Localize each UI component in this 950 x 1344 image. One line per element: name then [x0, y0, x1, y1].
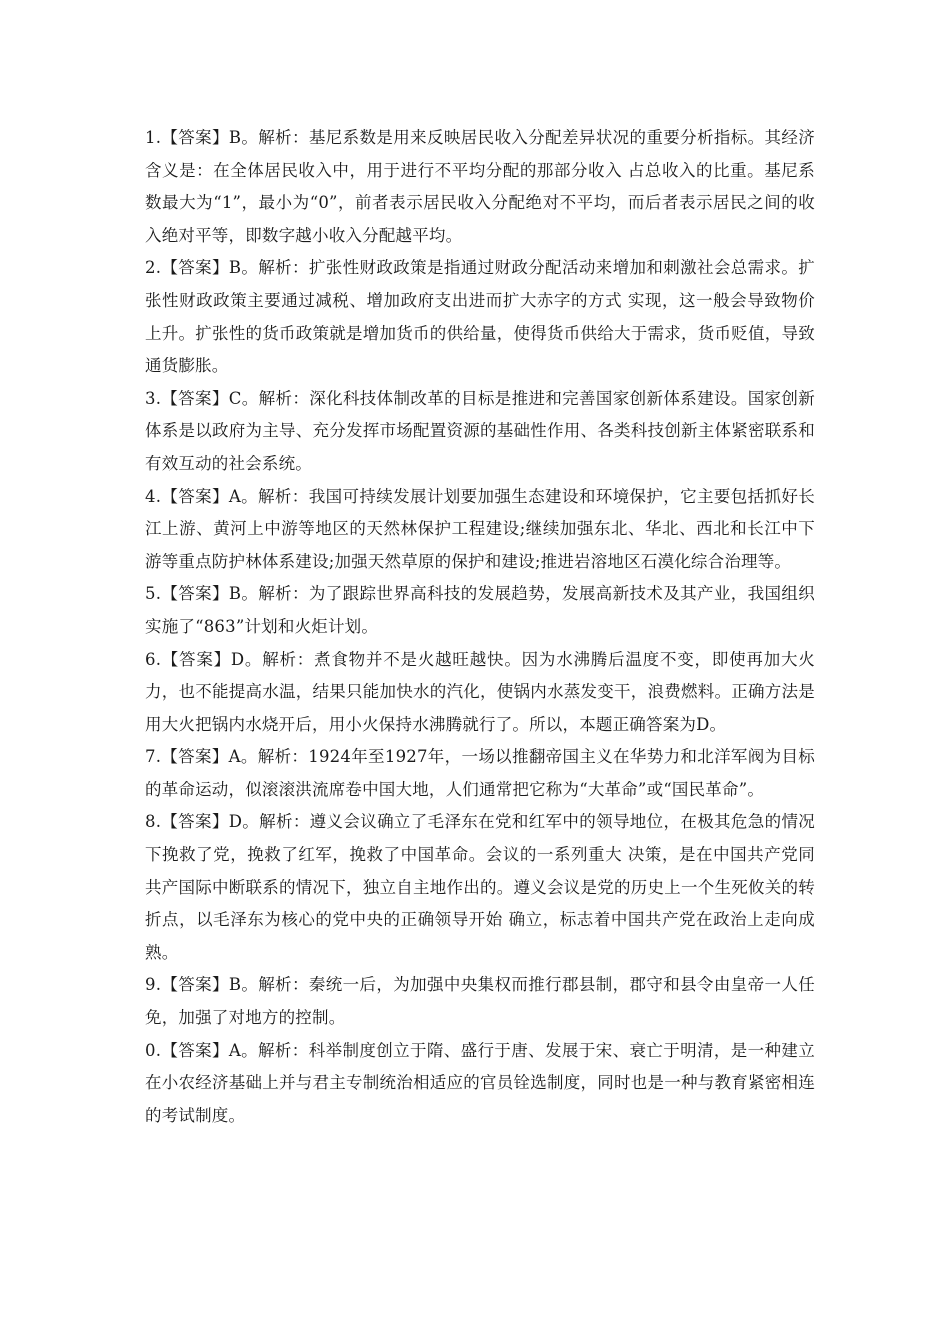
answer-item-10: 0.【答案】A。解析：科举制度创立于隋、盛行于唐、发展于宋、衰亡于明清，是一种建立在小农经济基础上并与君主专制统治相适应的官员铨选制度，同时也是一种与教育紧密相连的考试制度。 [145, 1040, 815, 1125]
answer-item-9: 9.【答案】B。解析：秦统一后，为加强中央集权而推行郡县制，郡守和县令由皇帝一人任免，加强了对地方的控制。 [145, 975, 815, 1028]
answer-item-1: 1.【答案】B。解析：基尼系数是用来反映居民收入分配差异状况的重要分析指标。其经济含义是：在全体居民收入中，用于进行不平均分配的那部分收入 占总收入的比重。基尼系数最大为“1”，最小为“0”，前者表示居民收入分配绝对不平均，而后者表示居民之间的收入绝对平等，即数字越小收入分配越平均。 [145, 128, 815, 245]
answer-item-6: 6.【答案】D。解析：煮食物并不是火越旺越快。因为水沸腾后温度不变，即使再加大火力，也不能提高水温，结果只能加快水的汽化，使锅内水蒸发变干，浪费燃料。正确方法是用大火把锅内水烧开后，用小火保持水沸腾就行了。所以，本题正确答案为D。 [145, 649, 815, 734]
answer-item-4: 4.【答案】A。解析：我国可持续发展计划要加强生态建设和环境保护，它主要包括抓好长江上游、黄河上中游等地区的天然林保护工程建设;继续加强东北、华北、西北和长江中下游等重点防护林体系建设;加强天然草原的保护和建设;推进岩溶地区石漠化综合治理等。 [145, 486, 815, 571]
answer-item-3: 3.【答案】C。解析：深化科技体制改革的目标是推进和完善国家创新体系建设。国家创新体系是以政府为主导、充分发挥市场配置资源的基础性作用、各类科技创新主体紧密联系和有效互动的社会系统。 [145, 388, 815, 473]
answer-item-8: 8.【答案】D。解析：遵义会议确立了毛泽东在党和红军中的领导地位，在极其危急的情况下挽救了党，挽救了红军，挽救了中国革命。会议的一系列重大 决策，是在中国共产党同共产国际中断联系的情况下，独立自主地作出的。遵义会议是党的历史上一个生死攸关的转折点，以毛泽东为核心的党中央的正确领导开始 确立，标志着中国共产党在政治上走向成熟。 [145, 812, 815, 962]
answer-item-7: 7.【答案】A。解析：1924年至1927年，一场以推翻帝国主义在华势力和北洋军阀为目标的革命运动，似滚滚洪流席卷中国大地，人们通常把它称为“大革命”或“国民革命”。 [145, 747, 815, 799]
answer-explanations [145, 122, 815, 1132]
answer-item-2: 2.【答案】B。解析：扩张性财政政策是指通过财政分配活动来增加和刺激社会总需求。扩张性财政政策主要通过减税、增加政府支出进而扩大赤字的方式 实现，这一般会导致物价上升。扩张性的货币政策就是增加货币的供给量，使得货币供给大于需求，货币贬值，导致通货膨胀。 [145, 258, 815, 376]
answer-item-5: 5.【答案】B。解析：为了跟踪世界高科技的发展趋势，发展高新技术及其产业，我国组织实施了“863”计划和火炬计划。 [145, 584, 815, 636]
